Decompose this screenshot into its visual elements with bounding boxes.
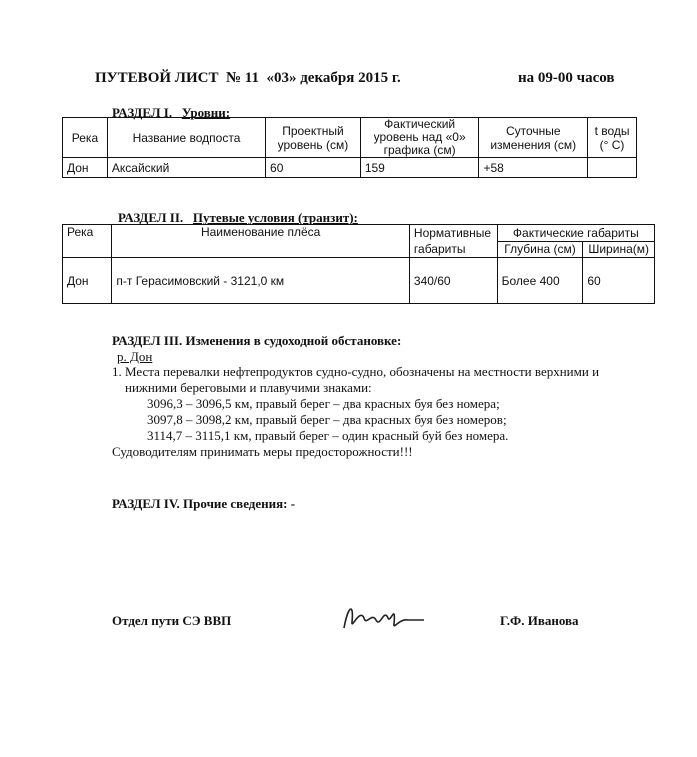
col-reach-name: Наименование плёса	[112, 225, 410, 258]
col-gauge-name: Название водпоста	[107, 118, 265, 158]
cell-river: Дон	[63, 258, 112, 304]
notice-line-2: 3097,8 – 3098,2 км, правый берег – два красных буя без номеров;	[147, 412, 507, 427]
col-actual-dimensions: Фактические габариты	[497, 225, 654, 242]
cell-river: Дон	[63, 158, 108, 178]
notice-item-1-cont: нижними береговыми и плавучими знаками:	[125, 380, 372, 395]
cell-design-level: 60	[266, 158, 361, 178]
levels-row	[63, 158, 637, 178]
col-width: Ширина(м)	[583, 241, 655, 258]
col-river: Река	[63, 118, 108, 158]
levels-header-row	[63, 118, 637, 158]
notice-line-1: 3096,3 – 3096,5 км, правый берег – два красных буя без номера;	[147, 396, 500, 411]
warning-text: Судоводителям принимать меры предосторожности!!!	[112, 444, 413, 459]
col-depth: Глубина (см)	[497, 241, 583, 258]
notice-item-1: 1. Места перевалки нефтепродуктов судно-судно, обозначены на местности верхними и	[112, 364, 600, 379]
section2-heading: РАЗДЕЛ II. Путевые условия (транзит):	[118, 210, 358, 225]
col-actual-level: Фактический уровень над «0» графика (см)	[360, 118, 479, 158]
col-daily-change: Суточные изменения (см)	[479, 118, 588, 158]
river-name: р. Дон	[117, 349, 153, 364]
cell-depth: Более 400	[497, 258, 583, 304]
section1-heading: РАЗДЕЛ I. Уровни:	[112, 105, 231, 120]
cell-water-temp	[588, 158, 637, 178]
levels-table	[62, 117, 637, 178]
transit-table	[62, 224, 655, 304]
section4-heading: РАЗДЕЛ IV. Прочие сведения: -	[112, 496, 296, 511]
cell-normative: 340/60	[409, 258, 497, 304]
signatory-name: Г.Ф. Иванова	[500, 613, 579, 628]
cell-actual-level: 159	[360, 158, 479, 178]
cell-gauge-name: Аксайский	[107, 158, 265, 178]
cell-reach-name: п-т Герасимовский - 3121,0 км	[112, 258, 410, 304]
col-design-level: Проектный уровень (см)	[266, 118, 361, 158]
document-title: ПУТЕВОЙ ЛИСТ № 11 «03» декабря 2015 г.	[95, 70, 401, 86]
notice-line-3: 3114,7 – 3115,1 км, правый берег – один красный буй без номера.	[147, 428, 509, 443]
report-time: на 09-00 часов	[518, 70, 615, 86]
department-name: Отдел пути СЭ ВВП	[112, 613, 232, 628]
cell-daily-change: +58	[479, 158, 588, 178]
transit-row	[63, 258, 655, 304]
signature	[338, 598, 428, 640]
transit-header-row1	[63, 225, 655, 242]
col-river: Река	[63, 225, 112, 258]
cell-width: 60	[583, 258, 655, 304]
col-normative-dimensions: Нормативные габариты	[409, 225, 497, 258]
section3-heading: РАЗДЕЛ III. Изменения в судоходной обстановке:	[112, 333, 402, 348]
col-water-temp: t воды (° С)	[588, 118, 637, 158]
